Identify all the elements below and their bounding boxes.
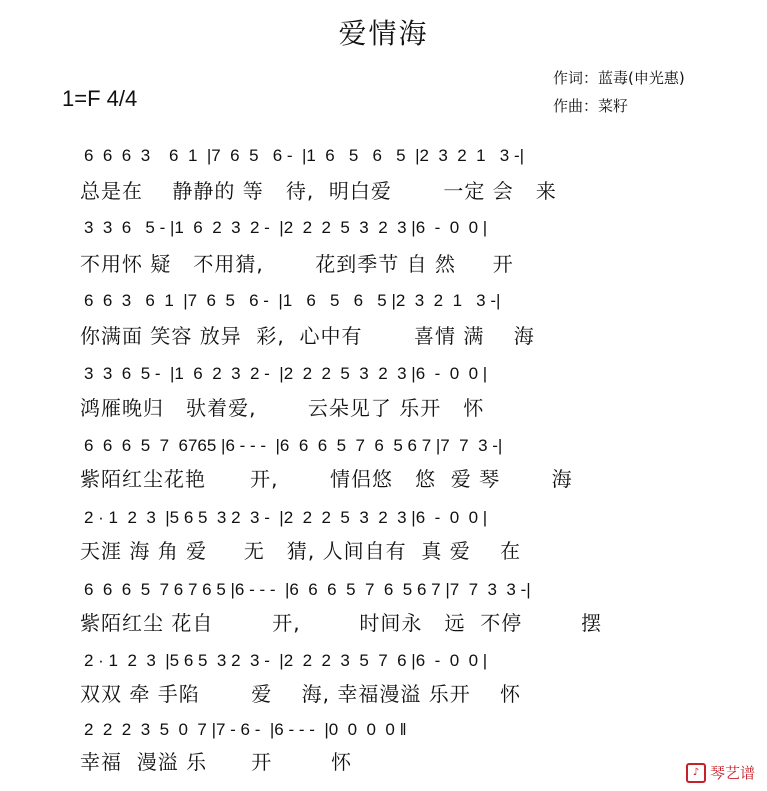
notation-line-4 — [84, 356, 714, 384]
lyric-line-7: 紫陌红尘 花自 开, 时间永 远 不停 摆 — [80, 611, 603, 635]
notation-line-3 — [84, 283, 714, 311]
logo-icon: ♪ — [686, 763, 706, 783]
notation-line-5 — [84, 428, 714, 456]
lyric-line-4: 鸿雁晚归 驮着爱, 云朵见了 乐开 怀 — [80, 396, 485, 420]
key-signature: 1=F 4/4 — [62, 86, 138, 111]
notes: 6 6 3 6 1 |7 6 5 6 - |1 6 5 6 5 |2 3 2 1 3 -| — [84, 291, 501, 310]
notes: 2 2 2 3 5 0 7 |7 - 6 - |6 - - - |0 0 0 0 ‖ — [84, 720, 407, 739]
notation-line-8 — [84, 643, 714, 671]
lyric-line-2: 不用怀 疑 不用猜, 花到季节 自 然 开 — [80, 252, 514, 276]
watermark-text: 琴艺谱 — [709, 764, 755, 782]
notation-line-6 — [84, 500, 714, 528]
notes: 3 3 6 5 - |1 6 2 3 2 - |2 2 2 5 3 2 3 |6 - 0 0 | — [84, 364, 488, 383]
lyric-line-3: 你满面 笑容 放异 彩, 心中有 喜情 满 海 — [80, 324, 535, 348]
notation-line-1 — [84, 138, 714, 166]
notation-line-9 — [84, 712, 714, 740]
credits — [553, 64, 685, 120]
notation-line-2 — [84, 210, 714, 238]
lyric-line-6: 天涯 海 角 爱 无 猜, 人间自有 真 爱 在 — [80, 539, 522, 563]
lyric-line-1: 总是在 静静的 等 待, 明白爱 一定 会 来 — [80, 179, 557, 203]
watermark — [686, 762, 755, 783]
lyric-line-5: 紫陌红尘花艳 开, 情侣悠 悠 爱 琴 海 — [80, 467, 573, 491]
notes: 6 6 6 3 6 1 |7 6 5 6 - |1 6 5 6 5 |2 3 2 1 3 -| — [84, 146, 525, 165]
notes: 3 3 6 5 - |1 6 2 3 2 - |2 2 2 5 3 2 3 |6 - 0 0 | — [84, 218, 488, 237]
notes: 6 6 6 5 7 6 7 6 5 |6 - - - |6 6 6 5 7 6 5 6 7 |7 7 3 3 -| — [84, 580, 531, 599]
lyric-line-8: 双双 牵 手陷 爱 海, 幸福漫溢 乐开 怀 — [80, 682, 522, 706]
lyricist: 作词：蓝毒(申光惠) — [553, 69, 685, 87]
notation-line-7 — [84, 572, 714, 600]
song-title: 爱情海 — [338, 17, 429, 50]
lyric-line-9: 幸福 漫溢 乐 开 怀 — [80, 750, 353, 774]
notes: 2 · 1 2 3 |5 6 5 3 2 3 - |2 2 2 3 5 7 6 |6 - 0 0 | — [84, 651, 488, 670]
composer: 作曲：菜籽 — [553, 97, 629, 115]
notes: 6 6 6 5 7 6765 |6 - - - |6 6 6 5 7 6 5 6 7 |7 7 3 -| — [84, 436, 503, 455]
notes: 2 · 1 2 3 |5 6 5 3 2 3 - |2 2 2 5 3 2 3 |6 - 0 0 | — [84, 508, 488, 527]
